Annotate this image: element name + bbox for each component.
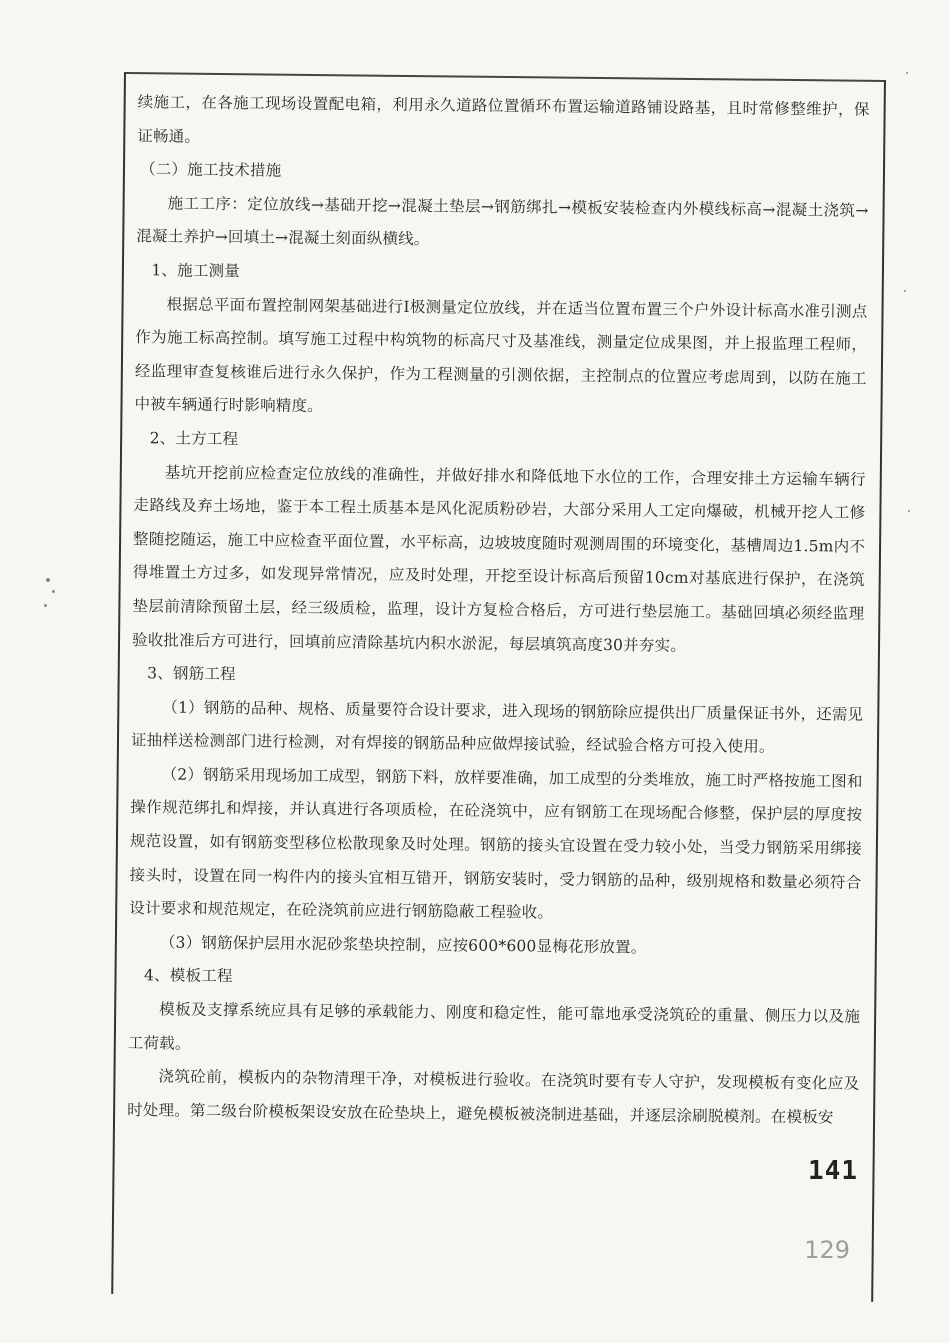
paragraph-rebar-2: （2）钢筋采用现场加工成型，钢筋下料，放样要准确，加工成型的分类堆放，施工时严格按施工图和操作规范绑扎和焊接，并认真进行各项质检，在砼浇筑中，应有钢筋工在现场配合修整，保护层的厚度按规范设置，如有钢筋变型移位松散现象及时处理。钢筋的接头宜设置在受力较小处，当受力钢筋采用绑接接头时，设置在同一构件内的接头宜相互错开，钢筋安装时，受力钢筋的品种，级别规格和数量必须符合设计要求和规范规定，在砼浇筑前应进行钢筋隐蔽工程验收。 <box>129 765 863 922</box>
subheading-rebar: 3、钢筋工程 <box>147 664 236 684</box>
paragraph-continuation: 续施工，在各施工现场设置配电箱，利用永久道路位置循环布置运输道路铺设路基，且时常修整维护，保证畅通。 <box>137 93 870 146</box>
subheading-formwork: 4、模板工程 <box>143 966 233 986</box>
paragraph-rebar-3: （3）钢筋保护层用水泥砂浆垫块控制，应按600*600显梅花形放置。 <box>159 933 647 957</box>
scan-speck <box>46 578 50 582</box>
paragraph-formwork-2: 浇筑砼前，模板内的杂物清理干净，对模板进行验收。在浇筑时要有专人守护，发现模板有变化应及时处理。第二级台阶模板架设安放在砼垫块上，避免模板被浇制进基础，并逐层涂刷脱模剂。在模板安 <box>127 1067 860 1127</box>
subheading-earthwork: 2、土方工程 <box>149 429 239 449</box>
section-heading-construction-measures: （二）施工技术措施 <box>139 160 282 180</box>
scan-speck <box>904 290 906 292</box>
paragraph-construction-sequence: 施工工序：定位放线→基础开挖→混凝土垫层→钢筋绑扎→模板安装检查内外模线标高→混凝土浇筑→混凝土养护→回填土→混凝土刻面纵横线。 <box>136 194 869 249</box>
scan-speck <box>52 590 55 593</box>
paragraph-rebar-1: （1）钢筋的品种、规格、质量要符合设计要求，进入现场的钢筋除应提供出厂质量保证书外，还需见证抽样送检测部门进行检测，对有焊接的钢筋品种应做焊接试验，经试验合格方可投入使用。 <box>130 698 864 757</box>
paragraph-earthwork: 基坑开挖前应检查定位放线的准确性，并做好排水和降低地下水位的工作，合理安排土方运输车辆行走路线及弃土场地，鉴于本工程土质基本是风化泥质粉砂岩，大部分采用人工定向爆破，机械开挖人工修整随挖随运，施工中应检查平面位置，水平标高，边坡坡度随时观测周围的环境变化，基槽周边1.5m内不得堆置土方过多，如发现异常情况，应及时处理，开挖至设计标高后预留10cm对基底进行保护，在浇筑垫层前清除预留土层，经三级质检，监理，设计方复检合格后，方可进行垫层施工。基础回填必须经监理验收批准后方可进行，回填前应清除基坑内积水淤泥，每层填筑高度30并夯实。 <box>131 462 866 655</box>
paragraph-formwork-1: 模板及支撑系统应具有足够的承载能力、刚度和稳定性，能可靠地承受浇筑砼的重量、侧压力以及施工荷载。 <box>127 1000 861 1053</box>
paragraph-survey: 根据总平面布置控制网架基础进行Ⅰ极测量定位放线，并在适当位置布置三个户外设计标高水准引测点作为施工标高控制。填写施工过程中构筑物的标高尺寸及基准线，测量定位成果图，并上报监理工程师，经监理审查复核谁后进行永久保护，作为工程测量的引测依据，主控制点的位置应考虑周到，以防在施工中被车辆通行时影响精度。 <box>134 295 868 416</box>
scan-speck <box>44 604 47 607</box>
old-page-number: 129 <box>804 1236 850 1264</box>
page-frame <box>111 72 886 1302</box>
subheading-survey: 1、施工测量 <box>151 261 241 281</box>
scan-speck <box>908 510 910 512</box>
page-number: 141 <box>808 1156 858 1186</box>
document-body <box>115 86 884 1135</box>
scan-speck <box>906 72 908 74</box>
